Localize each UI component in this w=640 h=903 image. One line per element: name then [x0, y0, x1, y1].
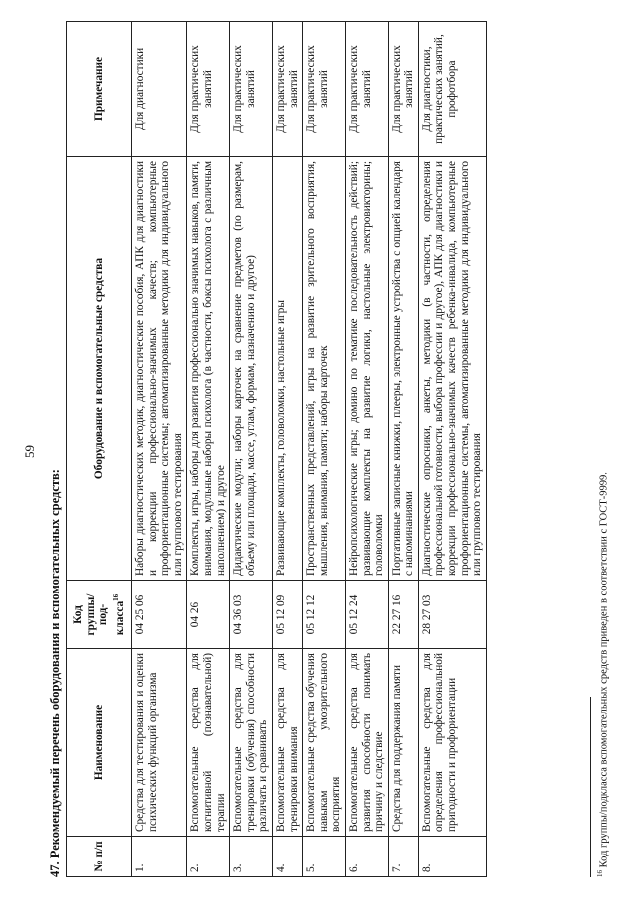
cell-code: 04 26 — [187, 581, 230, 649]
cell-note: Для диагностики, практических занятий, профотбора — [418, 22, 486, 157]
cell-name: Вспомогательные средства для определения профессиональной пригодности и профориентации — [418, 649, 486, 837]
cell-equipment: Наборы диагностических методик, диагностические пособия, АПК для диагностики и коррекции профессионально-значимых качеств; компьютерные профориентационные системы; автоматизированные методики для индивидуального или группового тестирования — [132, 157, 187, 581]
cell-equipment: Портативные записные книжки, плееры, электронные устройства с опцией календаря с напоминаниями — [388, 157, 418, 581]
cell-num: 2. — [187, 837, 230, 877]
header-code — [67, 581, 132, 649]
cell-num: 1. — [132, 837, 187, 877]
cell-num: 8. — [418, 837, 486, 877]
header-note: Примечание — [67, 22, 132, 157]
table-row — [187, 22, 230, 877]
header-equipment: Оборудование и вспомогательные средства — [67, 157, 132, 581]
table-row — [132, 22, 187, 877]
cell-note: Для практических занятий — [388, 22, 418, 157]
page-number: 59 — [22, 445, 37, 458]
cell-equipment: Комплекты, игры, наборы для развития профессионально значимых навыков, памяти, внимания, модульные наборы психолога (в частности, боксы психолога с различным наполнением) и другое — [187, 157, 230, 581]
cell-equipment: Диагностические опросники, анкеты, методики (в частности, определения профессиональной готовности, выбора профессии и другое), АПК для диагностики и коррекции профессионально-значимых качеств ребенка-инвалида, компьютерные профориентационные системы, автоматизированные методики для индивидуального или группового тестирования — [418, 157, 486, 581]
table-row — [230, 22, 273, 877]
cell-name: Вспомогательные средства для когнитивной (познавательной) терапии — [187, 649, 230, 837]
table-header-row — [67, 22, 132, 877]
table-row — [345, 22, 388, 877]
cell-note: Для практических занятий — [272, 22, 302, 157]
header-num: № п/п — [67, 837, 132, 877]
footnote-text: Код группы/подкласса вспомогательных средств приведен в соответствии с ГОСТ-9999. — [598, 472, 610, 868]
cell-code: 05 12 24 — [345, 581, 388, 649]
cell-name: Средства для поддержания памяти — [388, 649, 418, 837]
cell-equipment: Нейропсихологические игры; домино по тематике последовательность действий; развивающие комплекты на развитие логики, настольные электровикторины; головоломки — [345, 157, 388, 581]
cell-name: Вспомогательные средства обучения навыкам умозрительного восприятия — [303, 649, 346, 837]
equipment-table — [66, 21, 487, 877]
section-title: 47. Рекомендуемый перечень оборудования и вспомогательных средств: — [48, 469, 62, 877]
cell-code: 05 12 09 — [272, 581, 302, 649]
cell-name: Вспомогательные средства для тренировки (обучения) способности различать и сравнивать — [230, 649, 273, 837]
cell-equipment: Дидактические модули; наборы карточек на сравнение предметов (по размерам, объему или площади, массе, углам, формам, назначению и другое) — [230, 157, 273, 581]
cell-equipment: Пространственных представлений, игры на развитие зрительного восприятия, мышления, внимания, памяти; наборы карточек — [303, 157, 346, 581]
cell-name: Вспомогательные средства для тренировки внимания — [272, 649, 302, 837]
cell-code: 22 27 16 — [388, 581, 418, 649]
cell-num: 5. — [303, 837, 346, 877]
header-name: Наименование — [67, 649, 132, 837]
footnote — [596, 472, 610, 877]
header-code-label: Код группы/под-класса — [71, 593, 126, 636]
cell-code: 28 27 03 — [418, 581, 486, 649]
table-row — [272, 22, 302, 877]
table-row — [303, 22, 346, 877]
cell-num: 3. — [230, 837, 273, 877]
cell-num: 7. — [388, 837, 418, 877]
cell-equipment: Развивающие комплекты, головоломки, настольные игры — [272, 157, 302, 581]
cell-note: Для практических занятий — [303, 22, 346, 157]
table-row — [388, 22, 418, 877]
cell-note: Для диагностики — [132, 22, 187, 157]
cell-name: Средства для тестирования и оценки психических функций организма — [132, 649, 187, 837]
footnote-mark: 16 — [596, 870, 604, 877]
cell-code: 04 36 03 — [230, 581, 273, 649]
cell-name: Вспомогательные средства для развития способности понимать причину и следствие — [345, 649, 388, 837]
cell-code: 05 12 12 — [303, 581, 346, 649]
cell-num: 6. — [345, 837, 388, 877]
header-code-footnote-mark: 16 — [111, 593, 120, 601]
cell-note: Для практических занятий — [187, 22, 230, 157]
table-row — [418, 22, 486, 877]
cell-note: Для практических занятий — [230, 22, 273, 157]
cell-note: Для практических занятий — [345, 22, 388, 157]
footnote-divider — [590, 697, 591, 877]
cell-code: 04 25 06 — [132, 581, 187, 649]
cell-num: 4. — [272, 837, 302, 877]
